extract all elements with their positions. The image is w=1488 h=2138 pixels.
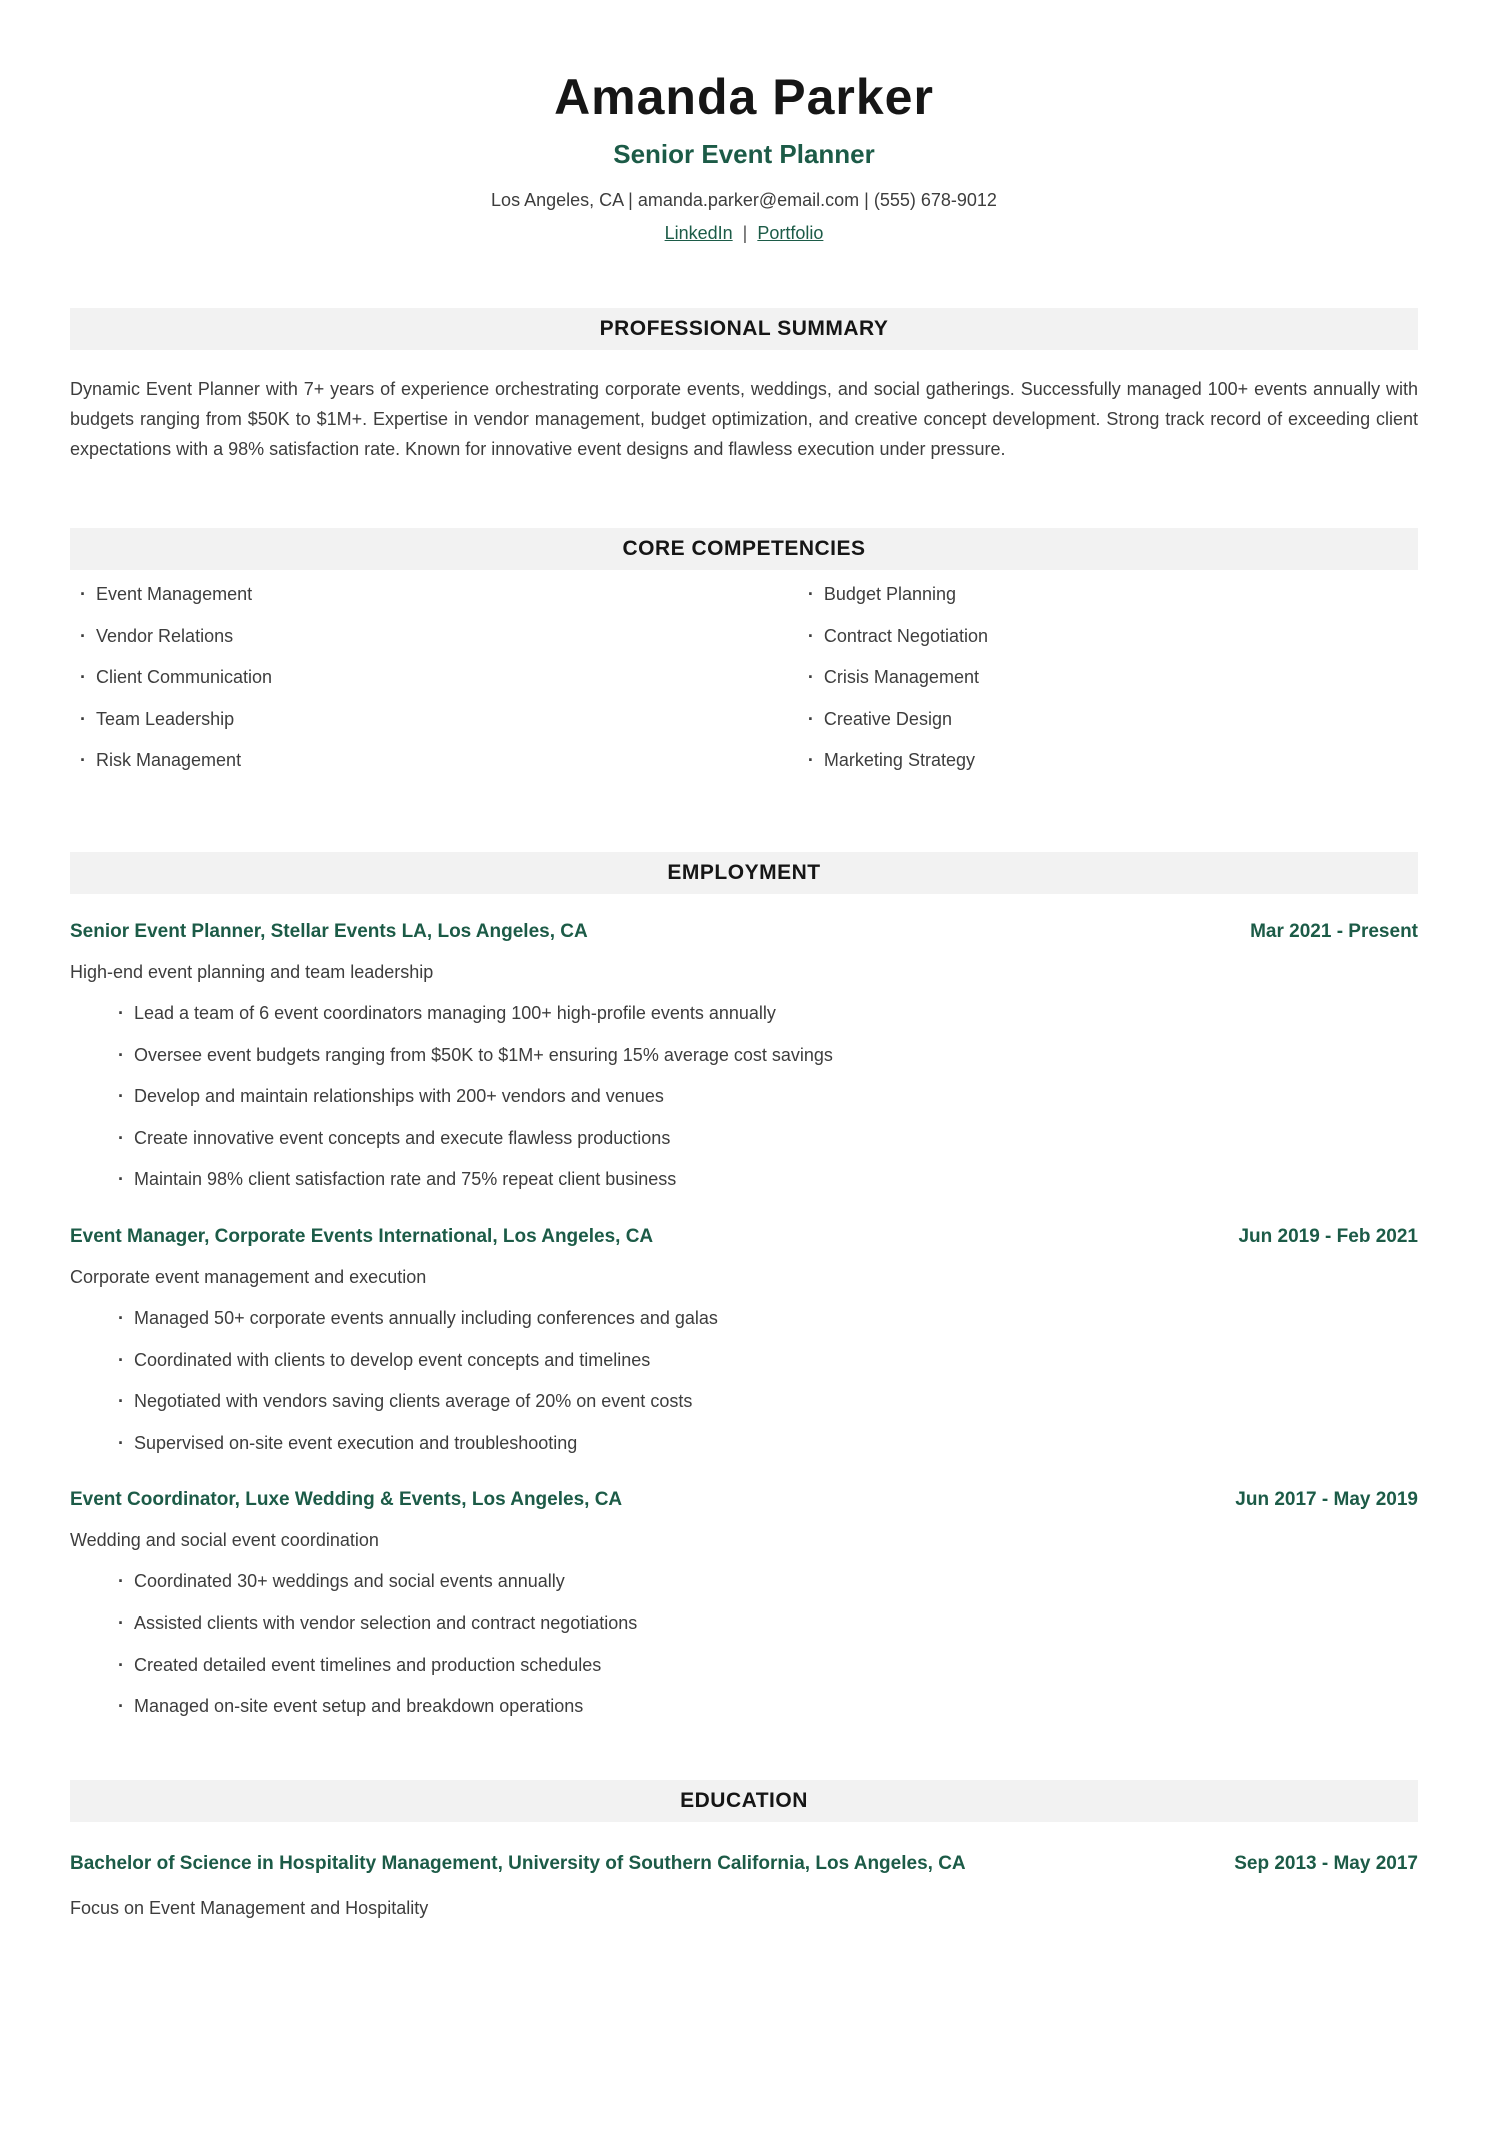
job-dates: Jun 2017 - May 2019 [1235, 1489, 1418, 1511]
competency-label: Crisis Management [823, 667, 979, 688]
job-bullet [118, 1045, 1418, 1067]
job-bullet-text: Coordinated with clients to develop event concepts and timelines [134, 1349, 651, 1370]
job-bullet-text: Created detailed event timelines and production schedules [134, 1654, 602, 1675]
bullet-dot [808, 709, 814, 731]
bullet-dot [808, 750, 814, 772]
competency-label: Team Leadership [96, 708, 235, 729]
competencies-column-left [70, 584, 798, 792]
bullet-dot [118, 1655, 124, 1677]
bullet-dot [118, 1128, 124, 1150]
link-separator: | [742, 223, 748, 243]
section-header-employment: EMPLOYMENT [70, 852, 1418, 894]
portfolio-link[interactable]: Portfolio [757, 223, 824, 243]
competency-item [70, 709, 798, 731]
bullet-dot [808, 667, 814, 689]
competency-item [70, 584, 798, 606]
job-bullet-list [70, 1571, 1418, 1717]
job-bullet-list [70, 1003, 1418, 1191]
bullet-dot [118, 1613, 124, 1635]
bullet-dot [118, 1169, 124, 1191]
bullet-dot [80, 584, 86, 606]
bullet-dot [118, 1086, 124, 1108]
job-bullet-text: Create innovative event concepts and execute flawless productions [134, 1127, 671, 1148]
job-bullet-text: Maintain 98% client satisfaction rate and 75% repeat client business [134, 1169, 677, 1190]
job-header [70, 1488, 1418, 1512]
bullet-dot [808, 626, 814, 648]
job-bullet-text: Managed on-site event setup and breakdown operations [134, 1696, 584, 1717]
competency-label: Creative Design [823, 708, 952, 729]
education-degree: Bachelor of Science in Hospitality Management, University of Southern California, Los Angeles, CA [70, 1852, 966, 1874]
bullet-dot [118, 1571, 124, 1593]
bullet-dot [80, 709, 86, 731]
education-entry [70, 1848, 1418, 1919]
job-bullet-text: Assisted clients with vendor selection and contract negotiations [134, 1612, 638, 1633]
job-bullet [118, 1613, 1418, 1635]
job-bullet-text: Coordinated 30+ weddings and social events annually [134, 1571, 565, 1592]
job-entry [70, 1488, 1418, 1717]
competency-item [70, 626, 798, 648]
competency-label: Vendor Relations [96, 625, 234, 646]
job-subtitle: Wedding and social event coordination [70, 1530, 379, 1551]
competency-item [798, 626, 1418, 648]
job-header [70, 920, 1418, 944]
competency-item [798, 709, 1418, 731]
bullet-dot [118, 1433, 124, 1455]
job-subtitle: Corporate event management and execution [70, 1266, 427, 1287]
competency-label: Budget Planning [823, 584, 957, 604]
competency-item [70, 750, 798, 772]
education-dates: Sep 2013 - May 2017 [1234, 1852, 1418, 1874]
competency-item [70, 667, 798, 689]
job-entry [70, 920, 1418, 1191]
education-detail: Focus on Event Management and Hospitality [70, 1897, 429, 1918]
job-bullet [118, 1391, 1418, 1413]
job-bullet-text: Managed 50+ corporate events annually including conferences and galas [134, 1307, 718, 1328]
job-bullet-text: Supervised on-site event execution and troubleshooting [134, 1432, 578, 1453]
job-bullet [118, 1086, 1418, 1108]
job-bullet [118, 1655, 1418, 1677]
bullet-dot [808, 584, 814, 606]
summary-text: Dynamic Event Planner with 7+ years of experience orchestrating corporate events, weddings, and social gatherings. Successfully managed 100+ events annually with budgets ranging from $50K to $1M+. Expertise in vendor management, budget optimization, and creative concept development. Strong track record of exceeding client expectations with a 98% satisfaction rate. Known for innovative event designs and flawless execution under pressure. [70, 379, 1418, 459]
section-header-education: EDUCATION [70, 1780, 1418, 1822]
competency-label: Event Management [96, 584, 253, 604]
competency-item [798, 667, 1418, 689]
resume-header [70, 0, 1418, 244]
job-dates: Mar 2021 - Present [1250, 920, 1418, 942]
job-bullet-list [70, 1308, 1418, 1454]
job-dates: Jun 2019 - Feb 2021 [1238, 1225, 1418, 1247]
job-bullet [118, 1433, 1418, 1455]
job-bullet [118, 1128, 1418, 1150]
job-title: Event Manager, Corporate Events International, Los Angeles, CA [70, 1225, 654, 1247]
competency-item [798, 750, 1418, 772]
bullet-dot [80, 626, 86, 648]
job-bullet [118, 1350, 1418, 1372]
contact-line: Los Angeles, CA | amanda.parker@email.com | (555) 678-9012 [491, 190, 997, 210]
education-header [70, 1848, 1418, 1880]
competencies-column-right [798, 584, 1418, 792]
links-row [70, 223, 1418, 244]
job-bullet-text: Lead a team of 6 event coordinators managing 100+ high-profile events annually [134, 1002, 776, 1023]
bullet-dot [80, 750, 86, 772]
job-bullet-text: Develop and maintain relationships with 200+ vendors and venues [134, 1086, 664, 1107]
candidate-name: Amanda Parker [554, 69, 934, 125]
job-title: Event Coordinator, Luxe Wedding & Events, Los Angeles, CA [70, 1489, 623, 1511]
job-bullet [118, 1696, 1418, 1718]
competency-item [798, 584, 1418, 606]
competency-label: Marketing Strategy [823, 750, 975, 771]
bullet-dot [118, 1350, 124, 1372]
section-header-competencies: CORE COMPETENCIES [70, 528, 1418, 570]
bullet-dot [118, 1003, 124, 1025]
job-bullet-text: Oversee event budgets ranging from $50K to $1M+ ensuring 15% average cost savings [134, 1044, 833, 1065]
bullet-dot [118, 1045, 124, 1067]
job-bullet [118, 1169, 1418, 1191]
candidate-title: Senior Event Planner [613, 139, 875, 169]
bullet-dot [118, 1391, 124, 1413]
bullet-dot [80, 667, 86, 689]
job-bullet [118, 1571, 1418, 1593]
competency-label: Risk Management [96, 750, 242, 771]
job-bullet [118, 1308, 1418, 1330]
job-subtitle: High-end event planning and team leadership [70, 961, 434, 982]
competencies-grid [70, 584, 1418, 792]
job-bullet-text: Negotiated with vendors saving clients average of 20% on event costs [134, 1391, 693, 1412]
competency-label: Contract Negotiation [823, 625, 988, 646]
linkedin-link[interactable]: LinkedIn [664, 223, 733, 243]
job-header [70, 1225, 1418, 1249]
bullet-dot [118, 1696, 124, 1718]
job-bullet [118, 1003, 1418, 1025]
bullet-dot [118, 1308, 124, 1330]
job-entry [70, 1225, 1418, 1454]
job-title: Senior Event Planner, Stellar Events LA, Los Angeles, CA [70, 920, 588, 942]
competency-label: Client Communication [96, 667, 273, 688]
section-header-summary: PROFESSIONAL SUMMARY [70, 308, 1418, 350]
